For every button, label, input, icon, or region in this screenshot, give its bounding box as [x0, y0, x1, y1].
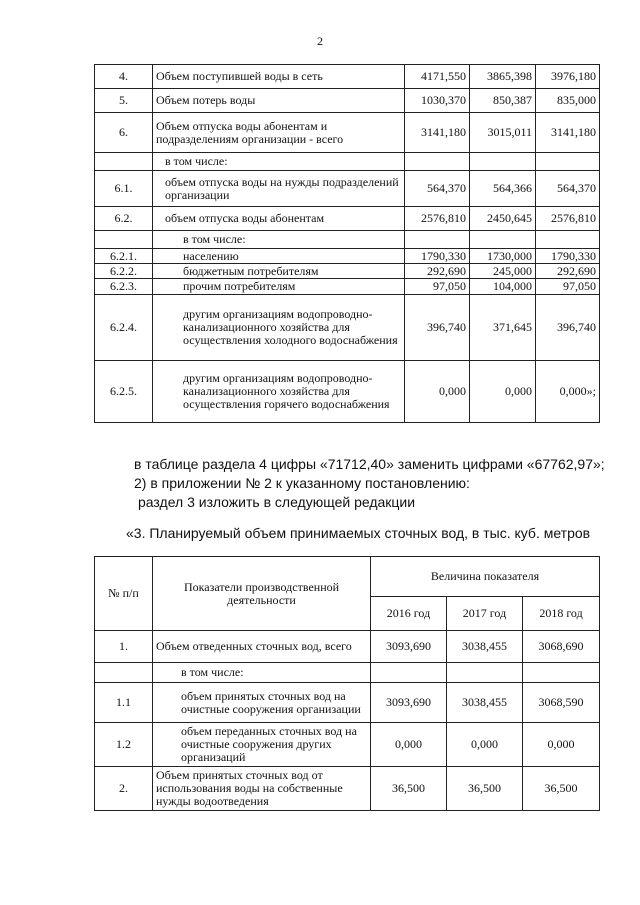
value-cell: 245,000	[470, 264, 536, 279]
value-cell: 104,000	[470, 279, 536, 295]
wastewater-table	[94, 556, 600, 811]
value-cell: 1790,330	[405, 249, 470, 264]
value-cell: 396,740	[536, 295, 600, 361]
value-cell	[536, 231, 600, 249]
value-cell: 292,690	[536, 264, 600, 279]
row-label: в том числе:	[153, 663, 371, 683]
value-cell: 0,000	[405, 361, 470, 423]
table-row	[95, 264, 600, 279]
value-cell: 3141,180	[405, 113, 470, 153]
value-cell: 3865,398	[470, 65, 536, 89]
value-cell	[405, 153, 470, 171]
page-number: 2	[317, 34, 323, 48]
row-label: в том числе:	[153, 231, 405, 249]
row-label: другим организациям водопроводно-канализационного хозяйства для осуществления холодного водоснабжения	[153, 295, 405, 361]
value-cell: 0,000	[371, 723, 447, 767]
value-cell: 1030,370	[405, 89, 470, 113]
value-cell	[447, 663, 523, 683]
value-cell: 564,370	[536, 171, 600, 207]
value-cell	[470, 153, 536, 171]
table-row	[95, 723, 600, 767]
value-cell: 371,645	[470, 295, 536, 361]
value-cell: 396,740	[405, 295, 470, 361]
row-number: 6.	[95, 113, 153, 153]
value-cell: 2576,810	[536, 207, 600, 231]
value-cell: 564,370	[405, 171, 470, 207]
row-label: объем принятых сточных вод на очистные сооружения организации	[153, 683, 371, 723]
row-number: 2.	[95, 767, 153, 811]
row-label: Объем потерь воды	[153, 89, 405, 113]
row-label: Объем поступившей воды в сеть	[153, 65, 405, 89]
row-label: населению	[153, 249, 405, 264]
value-cell: 2450,645	[470, 207, 536, 231]
column-header-indicator: Показатели производственной деятельности	[153, 557, 371, 631]
table-row	[95, 231, 600, 249]
value-cell	[523, 663, 600, 683]
row-number: 6.2.	[95, 207, 153, 231]
row-label: прочим потребителям	[153, 279, 405, 295]
row-number: 4.	[95, 65, 153, 89]
value-cell: 36,500	[523, 767, 600, 811]
value-cell	[405, 231, 470, 249]
value-cell	[536, 153, 600, 171]
amendment-text-section4: в таблице раздела 4 цифры «71712,40» заменить цифрами «67762,97»;	[134, 456, 605, 472]
table-row	[95, 361, 600, 423]
water-balance-table	[94, 64, 600, 423]
table-row	[95, 663, 600, 683]
value-cell: 3068,690	[523, 631, 600, 663]
value-cell: 4171,550	[405, 65, 470, 89]
table-row	[95, 207, 600, 231]
row-number	[95, 153, 153, 171]
value-cell: 1790,330	[536, 249, 600, 264]
table-row	[95, 279, 600, 295]
value-cell: 3038,455	[447, 631, 523, 663]
value-cell: 835,000	[536, 89, 600, 113]
value-cell: 2576,810	[405, 207, 470, 231]
column-header-value-group: Величина показателя	[371, 557, 600, 597]
amendment-text-appendix2: 2) в приложении № 2 к указанному постановлению:	[134, 475, 470, 491]
column-header-year: 2016 год	[371, 597, 447, 631]
row-label: объем переданных сточных вод на очистные сооружения других организаций	[153, 723, 371, 767]
value-cell: 3068,590	[523, 683, 600, 723]
table-row	[95, 65, 600, 89]
table-row	[95, 767, 600, 811]
row-number: 1.1	[95, 683, 153, 723]
value-cell: 36,500	[447, 767, 523, 811]
row-number: 6.2.2.	[95, 264, 153, 279]
table-row	[95, 89, 600, 113]
value-cell: 3093,690	[371, 683, 447, 723]
value-cell: 3976,180	[536, 65, 600, 89]
value-cell	[371, 663, 447, 683]
table-row	[95, 683, 600, 723]
column-header-year: 2018 год	[523, 597, 600, 631]
value-cell: 1730,000	[470, 249, 536, 264]
value-cell: 36,500	[371, 767, 447, 811]
column-header-number: № п/п	[95, 557, 153, 631]
value-cell: 850,387	[470, 89, 536, 113]
table-row	[95, 631, 600, 663]
value-cell: 0,000»;	[536, 361, 600, 423]
row-number: 6.2.1.	[95, 249, 153, 264]
row-number: 1.2	[95, 723, 153, 767]
row-number: 6.2.5.	[95, 361, 153, 423]
value-cell: 3038,455	[447, 683, 523, 723]
value-cell: 0,000	[523, 723, 600, 767]
value-cell: 3093,690	[371, 631, 447, 663]
row-label: бюджетным потребителям	[153, 264, 405, 279]
value-cell: 0,000	[447, 723, 523, 767]
amendment-text-section3: раздел 3 изложить в следующей редакции	[138, 494, 416, 510]
row-label: в том числе:	[153, 153, 405, 171]
table-row	[95, 249, 600, 264]
value-cell: 292,690	[405, 264, 470, 279]
table-row	[95, 171, 600, 207]
row-label: другим организациям водопроводно-канализационного хозяйства для осуществления горячего водоснабжения	[153, 361, 405, 423]
row-number	[95, 663, 153, 683]
row-label: Объем отведенных сточных вод, всего	[153, 631, 371, 663]
row-number: 1.	[95, 631, 153, 663]
row-number: 6.2.3.	[95, 279, 153, 295]
value-cell: 564,366	[470, 171, 536, 207]
row-label: Объем отпуска воды абонентам и подразделениям организации - всего	[153, 113, 405, 153]
value-cell	[470, 231, 536, 249]
value-cell: 97,050	[405, 279, 470, 295]
column-header-year: 2017 год	[447, 597, 523, 631]
row-number: 5.	[95, 89, 153, 113]
value-cell: 3015,011	[470, 113, 536, 153]
row-number	[95, 231, 153, 249]
table-row	[95, 113, 600, 153]
row-number: 6.2.4.	[95, 295, 153, 361]
value-cell: 3141,180	[536, 113, 600, 153]
row-number: 6.1.	[95, 171, 153, 207]
value-cell: 0,000	[470, 361, 536, 423]
row-label: Объем принятых сточных вод от использования воды на собственные нужды водоотведения	[153, 767, 371, 811]
row-label: объем отпуска воды абонентам	[153, 207, 405, 231]
table-row	[95, 153, 600, 171]
table-row	[95, 295, 600, 361]
table-header-row	[95, 557, 600, 597]
section-title: «3. Планируемый объем принимаемых сточных вод, в тыс. куб. метров	[126, 525, 591, 541]
value-cell: 97,050	[536, 279, 600, 295]
row-label: объем отпуска воды на нужды подразделений организации	[153, 171, 405, 207]
